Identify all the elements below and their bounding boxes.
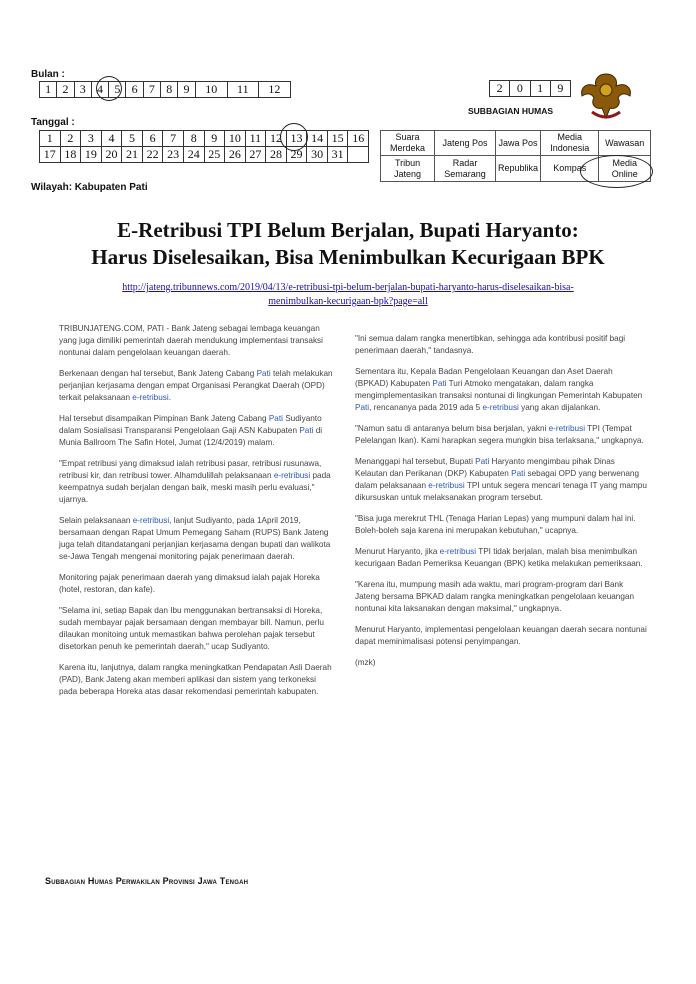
media-cell: Tribun Jateng: [381, 156, 435, 182]
footer-label: Subbagian Humas Perwakilan Provinsi Jawa Tengah: [45, 876, 249, 886]
article-paragraph: "Karena itu, mumpung masih ada waktu, mari program-program dari Bank Jateng bersama BPKAD dalam rangka meningkatkan pengelolaan keuangan nontunai kita laksanakan dengan maksimal," ungkapnya.: [355, 580, 635, 613]
month-cell: 9: [178, 82, 195, 98]
day-cell: 21: [122, 147, 143, 163]
year-digit: 1: [530, 81, 550, 97]
article-paragraph: Monitoring pajak penerimaan daerah yang dimaksud ialah pajak Horeka (hotel, restoran, dan kafe).: [59, 573, 320, 594]
media-cell: Media Indonesia: [541, 131, 599, 156]
day-cell: 13: [286, 131, 307, 147]
media-cell: Wawasan: [599, 131, 651, 156]
bulan-label: Bulan :: [31, 69, 65, 80]
media-cell: Kompas: [541, 156, 599, 182]
day-cell: 5: [122, 131, 143, 147]
month-cell: 11: [227, 82, 258, 98]
article-paragraph: "Ini semua dalam rangka menertibkan, sehingga ada kontribusi positif bagi penerimaan daerah," tandasnya.: [355, 334, 626, 355]
month-cell: 2: [57, 82, 74, 98]
month-cell: 3: [74, 82, 91, 98]
media-cell: Republika: [496, 156, 541, 182]
day-cell: 23: [163, 147, 184, 163]
day-cell: 22: [142, 147, 163, 163]
day-cell: 16: [348, 131, 369, 147]
month-grid: [39, 81, 291, 98]
day-cell: 27: [245, 147, 266, 163]
article-paragraph: Menanggapi hal tersebut, Bupati Pati Haryanto mengimbau pihak Dinas Kelautan dan Perikanan (DKP) Kabupaten Pati sebagai OPD yang berwenang dalam pelaksanaan e-retribusi TPI untuk segera mencari tenaga IT yang mampu dikursuskan untuk melaksanakan program tersebut.: [355, 457, 647, 502]
article-paragraph: Karena itu, lanjutnya, dalam rangka meningkatkan Pendapatan Asli Daerah (PAD), Bank Jateng akan memberi aplikasi dan sistem yang terkoneksi pada beberapa Horeka atas dasar rekomendasi pemerintah kabupaten.: [59, 663, 332, 696]
wilayah-label: Wilayah: Kabupaten Pati: [31, 182, 148, 193]
day-cell: 12: [266, 131, 287, 147]
day-cell: 3: [81, 131, 102, 147]
day-grid: [39, 130, 369, 163]
day-cell: 20: [101, 147, 122, 163]
day-cell: 29: [286, 147, 307, 163]
day-cell: 2: [60, 131, 81, 147]
article-paragraph: Hal tersebut disampaikan Pimpinan Bank Jateng Cabang Pati Sudiyanto dalam Sosialisasi Transparansi Pengelolaan Gaji ASN Kabupaten Pati di Munia Ballroom The Safin Hotel, Jumat (12/4/2019) malam.: [59, 414, 323, 447]
month-cell: 10: [195, 82, 227, 98]
day-cell: 14: [307, 131, 328, 147]
selected-day-circle: [280, 123, 308, 151]
month-cell: 7: [143, 82, 160, 98]
day-cell: 9: [204, 131, 225, 147]
article-left-column: [59, 323, 335, 707]
day-cell: 7: [163, 131, 184, 147]
year-digit: 2: [490, 81, 510, 97]
day-cell: 28: [266, 147, 287, 163]
day-cell: 24: [183, 147, 204, 163]
subbagian-label: SUBBAGIAN HUMAS: [468, 106, 553, 116]
article-paragraph: Menurut Haryanto, jika e-retribusi TPI tidak berjalan, malah bisa menimbulkan kecurigaan Badan Pemeriksa Keuangan (BPK) ketika melakukan pemeriksaan.: [355, 547, 643, 568]
month-cell: 4: [91, 82, 108, 98]
selected-month-circle: [96, 76, 122, 101]
year-grid: [489, 80, 571, 97]
day-cell: 19: [81, 147, 102, 163]
media-cell: Media Online: [599, 156, 651, 182]
article-url[interactable]: [20, 281, 676, 309]
day-cell: 17: [40, 147, 61, 163]
media-cell: Jawa Pos: [496, 131, 541, 156]
article-title-line2: Harus Diselesaikan, Bisa Menimbulkan Kecurigaan BPK: [91, 245, 605, 269]
day-cell: 30: [307, 147, 328, 163]
article-paragraph: Berkenaan dengan hal tersebut, Bank Jateng Cabang Pati telah melakukan perjanjian kerjasama dengan empat Organisasi Perangkat Daerah (OPD) terkait pelaksanaan e-retribusi.: [59, 369, 333, 402]
media-cell: Radar Semarang: [435, 156, 496, 182]
day-cell: 11: [245, 131, 266, 147]
day-cell: 1: [40, 131, 61, 147]
article-right-column: [355, 333, 647, 678]
garuda-emblem-icon: [576, 68, 636, 124]
month-cell: 12: [258, 82, 290, 98]
media-cell: Suara Merdeka: [381, 131, 435, 156]
day-cell: 10: [225, 131, 246, 147]
article-paragraph: "Selama ini, setiap Bapak dan Ibu menggunakan bertransaksi di Horeka, sudah membayar pajak bersamaan dengan membayar bill. Namun, perlu dilaukan monitoing untuk memastikan bahwa perolehan pajak tersebut disetorkan penuh ke pemerintah daerah," ucap Sudiyanto.: [59, 606, 324, 651]
day-cell: 18: [60, 147, 81, 163]
day-cell: 8: [183, 131, 204, 147]
article-url-line1[interactable]: http://jateng.tribunnews.com/2019/04/13/e-retribusi-tpi-belum-berjalan-bupati-haryanto-harus-diselesaikan-bisa-: [122, 282, 574, 293]
article-paragraph: TRIBUNJATENG.COM, PATI - Bank Jateng sebagai lembaga keuangan yang juga dimiliki pemerintah daerah mendukung implementasi transaksi nontunai dalam pengelolaan keuangan daerah.: [59, 324, 323, 357]
day-cell: 25: [204, 147, 225, 163]
article-url-line2[interactable]: menimbulkan-kecurigaan-bpk?page=all: [268, 296, 428, 307]
day-cell: 31: [327, 147, 348, 163]
day-cell: 6: [142, 131, 163, 147]
article-paragraph: "Empat retribusi yang dimaksud ialah retribusi pasar, retribusi rusunawa, retribusi kir, dan retribusi tower. Alhamdulillah pelaksanaan e-retribusi pada keempatnya sudah berjalan dengan baik, meski masih perlu evaluasi," ujarnya.: [59, 459, 331, 504]
article-paragraph: Menurut Haryanto, implementasi pengelolaan keuangan daerah secara nontunai dapat meminimalisasi potensi penyimpangan.: [355, 625, 647, 646]
article-paragraph: (mzk): [355, 658, 376, 667]
month-cell: 5: [109, 82, 126, 98]
article-title-line1: E-Retribusi TPI Belum Berjalan, Bupati Haryanto:: [117, 218, 579, 242]
article-paragraph: Sementara itu, Kepala Badan Pengelolaan Keuangan dan Aset Daerah (BPKAD) Kabupaten Pati Turi Atmoko mengatakan, dalam rangka mengimplementasikan transaksi nontunai di lingkungan Pemerintah Kabupaten Pati, rencananya pada 2019 ada 5 e-retribusi yang akan dijalankan.: [355, 367, 643, 412]
article-paragraph: "Namun satu di antaranya belum bisa berjalan, yakni e-retribusi TPI (Tempat Pelelangan Ikan). Kami harapkan segera mungkin bisa terlaksana," ungkapnya.: [355, 424, 644, 445]
day-cell: [348, 147, 369, 163]
year-digit: 9: [550, 81, 570, 97]
article-paragraph: "Bisa juga merekrut THL (Tenaga Harian Lepas) yang mumpuni dalam hal ini. Boleh-boleh saja karena ini merupakan kebutuhan," ucapnya.: [355, 514, 636, 535]
month-cell: 1: [40, 82, 57, 98]
day-cell: 26: [225, 147, 246, 163]
day-cell: 15: [327, 131, 348, 147]
tanggal-label: Tanggal :: [31, 117, 75, 128]
day-cell: 4: [101, 131, 122, 147]
article-title: [20, 217, 676, 271]
media-cell: Jateng Pos: [435, 131, 496, 156]
selected-media-circle: [580, 155, 653, 188]
month-cell: 6: [126, 82, 143, 98]
article-paragraph: Selain pelaksanaan e-retribusi, lanjut Sudiyanto, pada 1April 2019, bersamaan dengan Rapat Umum Pemegang Saham (RUPS) Bank Jateng juga telah ditandatangani perjanjian kerjasama dengan bupati dan walikota se-Jawa Tengah mengenai monitoring pajak penerimaan daerah.: [59, 516, 331, 561]
year-digit: 0: [510, 81, 530, 97]
month-cell: 8: [161, 82, 178, 98]
